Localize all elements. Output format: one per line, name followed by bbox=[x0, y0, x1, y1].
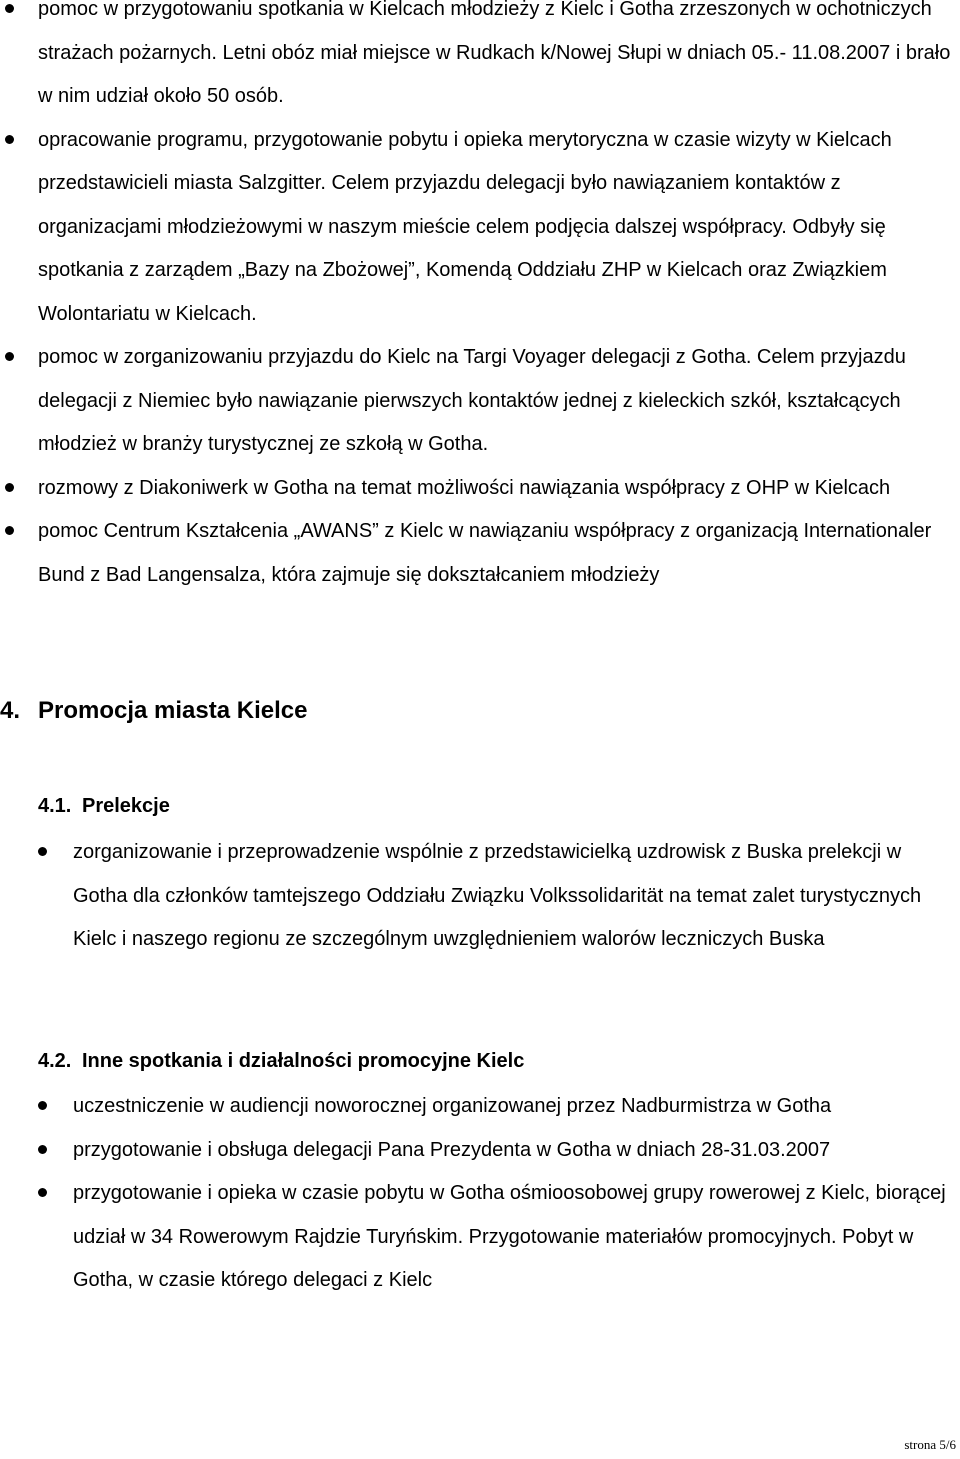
bullet-icon bbox=[38, 847, 47, 856]
list-item-text: opracowanie programu, przygotowanie pobytu i opieka merytoryczna w czasie wizyty w Kielcach przedstawicieli miasta Salzgitter. Celem przyjazdu delegacji było nawiązaniem kontaktów z organizacjami młodzieżowymi w naszym mieście celem podjęcia dalszej współpracy. Odbyły się spotkania z zarządem „Bazy na Zbożowej”, Komendą Oddziału ZHP w Kielcach oraz Związkiem Wolontariatu w Kielcach. bbox=[38, 128, 892, 325]
list-item-text: rozmowy z Diakoniwerk w Gotha na temat możliwości nawiązania współpracy z OHP w Kielcach bbox=[38, 476, 891, 499]
bullet-icon bbox=[38, 1101, 47, 1110]
list-item-text: pomoc w zorganizowaniu przyjazdu do Kielc na Targi Voyager delegacji z Gotha. Celem przyjazdu delegacji z Niemiec było nawiązanie pierwszych kontaktów jednej z kieleckich szkół, kształcących młodzież w branży turystycznej ze szkołą w Gotha. bbox=[38, 346, 906, 455]
subsection-number: 4.2. bbox=[38, 1050, 72, 1072]
bullet-icon bbox=[5, 483, 14, 492]
subsection-title: Prelekcje bbox=[82, 795, 170, 817]
bullet-icon bbox=[5, 526, 14, 535]
list-item-text: przygotowanie i obsługa delegacji Pana Prezydenta w Gotha w dniach 28-31.03.2007 bbox=[73, 1138, 831, 1161]
bullet-icon bbox=[5, 352, 14, 361]
subsection-title: Inne spotkania i działalności promocyjne Kielc bbox=[82, 1050, 525, 1072]
list-item bbox=[73, 831, 953, 962]
list-item-text: przygotowanie i opieka w czasie pobytu w Gotha ośmioosobowej grupy rowerowej z Kielc, biorącej udział w 34 Rowerowym Rajdzie Turyńskim. Przygotowanie materiałów promocyjnych. Pobyt w Gotha, w czasie którego delegaci z Kielc bbox=[73, 1182, 946, 1291]
list-item-text: pomoc w przygotowaniu spotkania w Kielcach młodzieży z Kielc i Gotha zrzeszonych w ochotniczych strażach pożarnych. Letni obóz miał miejsce w Rudkach k/Nowej Słupi w dniach 05.- 11.08.2007 i brało w nim udział około 50 osób. bbox=[38, 0, 951, 107]
list-item bbox=[38, 467, 960, 511]
list-item bbox=[38, 510, 960, 597]
subsection-heading-prelekcje bbox=[38, 795, 170, 818]
list-item bbox=[38, 0, 960, 119]
section-title: Promocja miasta Kielce bbox=[38, 697, 308, 724]
activity-list bbox=[38, 0, 960, 597]
list-item-text: uczestniczenie w audiencji noworocznej organizowanej przez Nadburmistrza w Gotha bbox=[73, 1095, 832, 1117]
bullet-icon bbox=[38, 1188, 47, 1197]
bullet-icon bbox=[38, 1145, 47, 1154]
list-item bbox=[73, 1172, 960, 1303]
bullet-icon bbox=[5, 4, 14, 13]
list-item bbox=[73, 1129, 960, 1173]
list-item bbox=[38, 336, 960, 467]
promotion-list bbox=[73, 1085, 960, 1303]
list-item bbox=[73, 1085, 960, 1129]
page-number: strona 5/6 bbox=[904, 1437, 956, 1452]
prelekcje-list bbox=[73, 831, 953, 962]
subsection-number: 4.1. bbox=[38, 795, 72, 817]
section-heading bbox=[0, 697, 307, 725]
list-item-text: zorganizowanie i przeprowadzenie wspólnie z przedstawicielką uzdrowisk z Buska prelekcji w Gotha dla członków tamtejszego Oddziału Związku Volkssolidarität na temat zalet turystycznych Kielc i naszego regionu ze szczególnym uwzględnieniem walorów leczniczych Buska bbox=[73, 841, 922, 950]
section-number: 4. bbox=[0, 697, 21, 724]
list-item bbox=[38, 119, 960, 337]
subsection-heading-inne-spotkania bbox=[38, 1050, 524, 1073]
bullet-icon bbox=[5, 135, 14, 144]
list-item-text: pomoc Centrum Kształcenia „AWANS” z Kielc w nawiązaniu współpracy z organizacją Internationaler Bund z Bad Langensalza, która zajmuje się dokształcaniem młodzieży bbox=[38, 520, 932, 586]
